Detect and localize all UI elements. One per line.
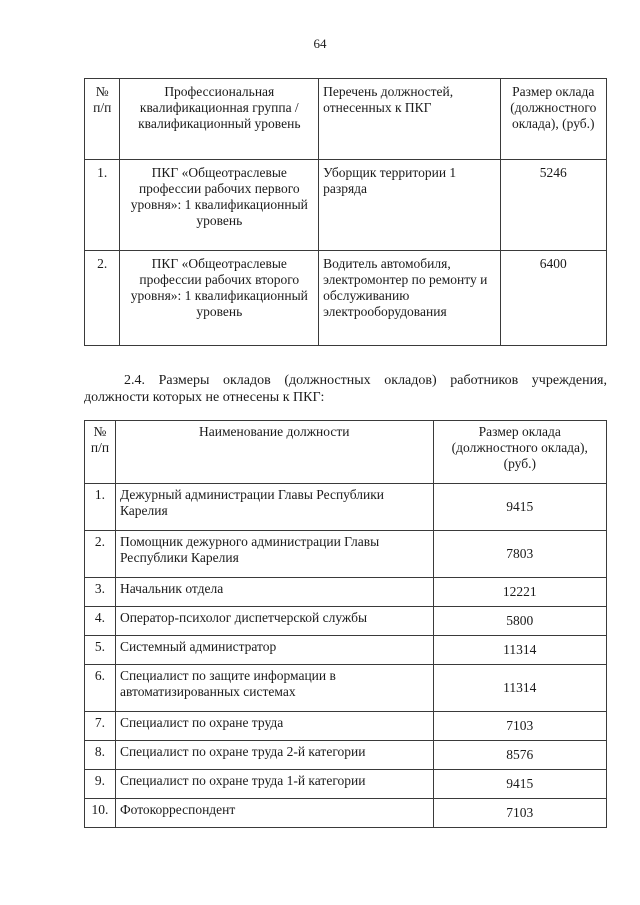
row-number: 1. [85,484,116,531]
row-salary: 9415 [433,484,606,531]
row-number: 7. [85,712,116,741]
header-number: № п/п [85,79,120,160]
row-salary: 8576 [433,741,606,770]
row-salary: 6400 [500,251,606,346]
table-row [85,712,607,741]
row-number: 9. [85,770,116,799]
row-title: Начальник отдела [115,578,433,607]
header-positions: Перечень должностей, отнесенных к ПКГ [319,79,500,160]
row-number: 10. [85,799,116,828]
row-salary: 5800 [433,607,606,636]
header-position-title: Наименование должности [115,421,433,484]
header-number: № п/п [85,421,116,484]
table-row [85,636,607,665]
paragraph-line-2: должности которых не отнесены к ПКГ: [84,390,325,405]
row-title: Специалист по защите информации в автоматизированных системах [115,665,433,712]
row-title: Системный администратор [115,636,433,665]
header-salary: Размер оклада (должностного оклада), (руб.) [500,79,606,160]
table-row [85,770,607,799]
non-pkg-salary-table [84,420,607,828]
row-number: 1. [85,160,120,251]
row-salary: 9415 [433,770,606,799]
section-2-4-paragraph [84,372,607,406]
table-row [85,251,607,346]
row-salary: 12221 [433,578,606,607]
row-salary: 5246 [500,160,606,251]
table-header-row [85,421,607,484]
table-row [85,578,607,607]
row-title: Специалист по охране труда [115,712,433,741]
table-header-row [85,79,607,160]
row-title: Дежурный администрации Главы Республики Карелия [115,484,433,531]
row-title: Фотокорреспондент [115,799,433,828]
row-salary: 7103 [433,799,606,828]
row-title: Специалист по охране труда 2-й категории [115,741,433,770]
header-qualification-group: Профессиональная квалификационная группа / квалификационный уровень [120,79,319,160]
row-number: 4. [85,607,116,636]
row-salary: 11314 [433,636,606,665]
header-salary: Размер оклада (должностного оклада), (руб.) [433,421,606,484]
pkg-salary-table [84,78,607,346]
row-group: ПКГ «Общеотраслевые профессии рабочих второго уровня»: 1 квалификационный уровень [120,251,319,346]
row-number: 3. [85,578,116,607]
table-row [85,607,607,636]
row-number: 8. [85,741,116,770]
row-title: Оператор-психолог диспетчерской службы [115,607,433,636]
row-positions: Уборщик территории 1 разряда [319,160,500,251]
row-number: 2. [85,251,120,346]
paragraph-line-1: 2.4. Размеры окладов (должностных окладов) работников учреждения, [124,373,607,388]
row-positions: Водитель автомобиля, электромонтер по ремонту и обслуживанию электрооборудования [319,251,500,346]
row-number: 6. [85,665,116,712]
row-salary: 7103 [433,712,606,741]
table-row [85,160,607,251]
row-salary: 7803 [433,531,606,578]
table-row [85,741,607,770]
row-number: 2. [85,531,116,578]
table-row [85,799,607,828]
row-salary: 11314 [433,665,606,712]
page-number: 64 [313,36,327,51]
table-row [85,665,607,712]
row-group: ПКГ «Общеотраслевые профессии рабочих первого уровня»: 1 квалификационный уровень [120,160,319,251]
row-title: Специалист по охране труда 1-й категории [115,770,433,799]
row-title: Помощник дежурного администрации Главы Республики Карелия [115,531,433,578]
table-row [85,531,607,578]
row-number: 5. [85,636,116,665]
table-row [85,484,607,531]
